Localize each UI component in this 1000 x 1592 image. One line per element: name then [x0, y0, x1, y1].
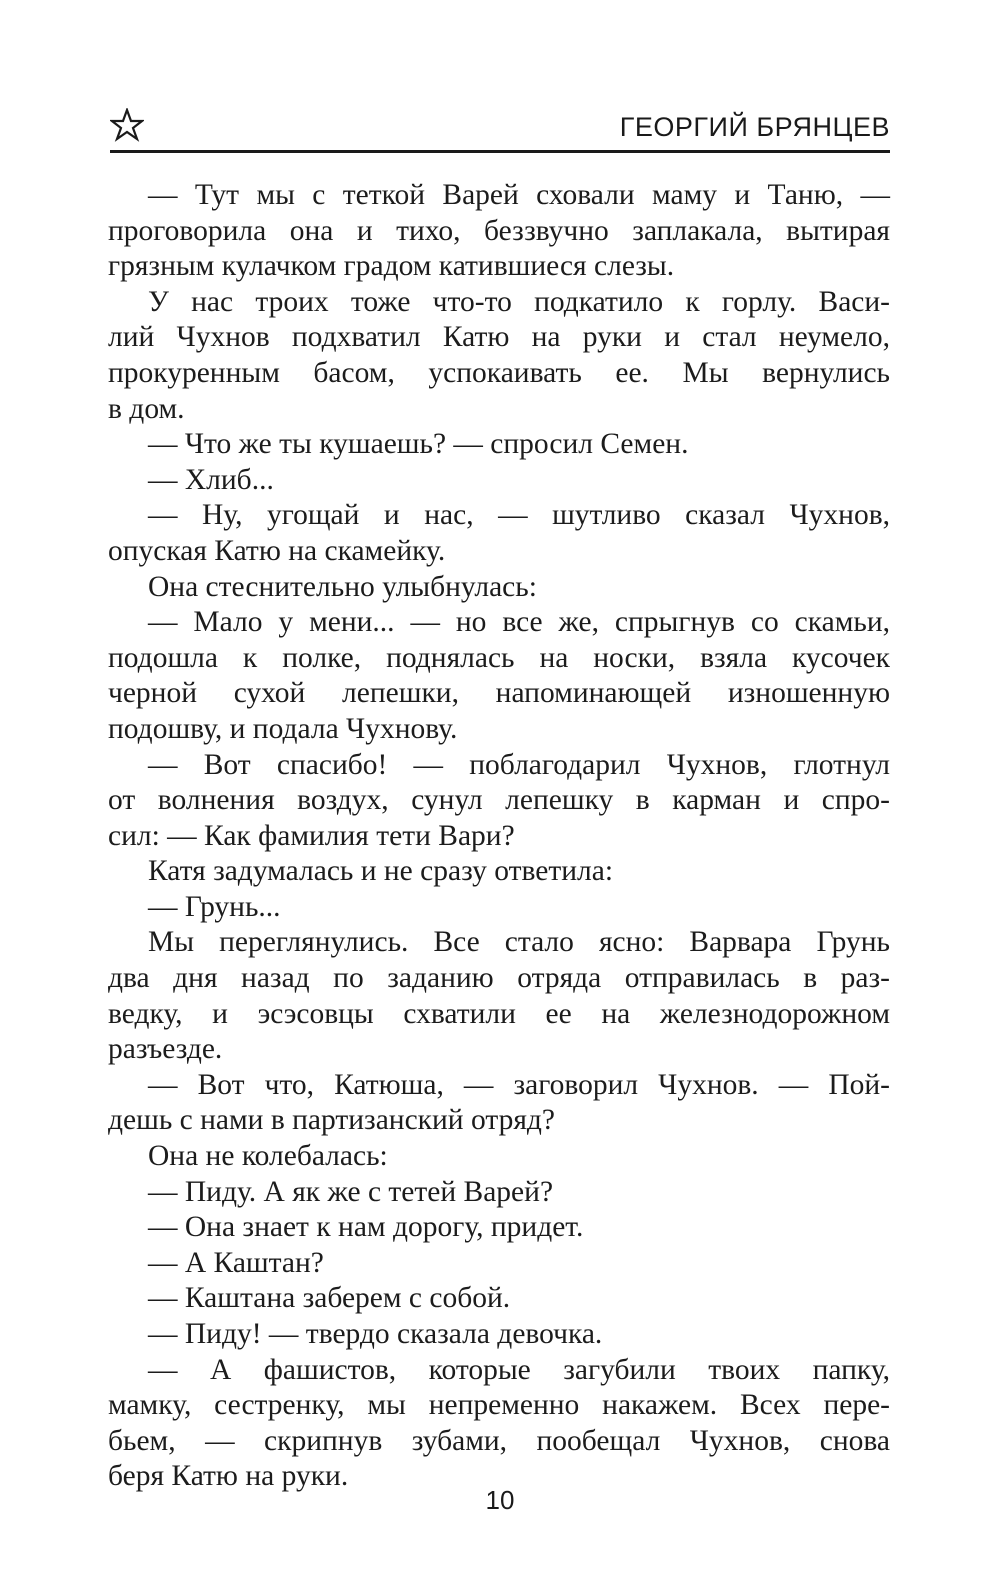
header-divider — [110, 150, 890, 153]
body-text — [108, 178, 890, 1495]
text-line: грязным кулачком градом катившиеся слезы. — [108, 250, 675, 283]
text-line: — А Каштан? — [148, 1246, 324, 1279]
text-line: Она стеснительно улыбнулась: — [148, 570, 537, 603]
text-line: Она не колебалась: — [148, 1140, 388, 1173]
author-name: ГЕОРГИЙ БРЯНЦЕВ — [619, 112, 890, 142]
text-line: два дня назад по заданию отряда отправилась в раз- — [108, 962, 890, 995]
text-line: — Пиду. А як же с тетей Варей? — [148, 1175, 554, 1208]
star-icon — [110, 108, 144, 142]
text-line: — Каштана заберем с собой. — [148, 1282, 511, 1315]
running-header — [110, 104, 890, 150]
text-line: Мы переглянулись. Все стало ясно: Варвара Грунь — [148, 926, 890, 959]
text-line: — Грунь... — [148, 890, 281, 923]
text-line: лий Чухнов подхватил Катю на руки и стал неумело, — [108, 321, 890, 354]
text-line: — Вот что, Катюша, — заговорил Чухнов. — Пой- — [148, 1068, 890, 1101]
text-line: сил: — Как фамилия тети Вари? — [108, 819, 515, 852]
text-line: дешь с нами в партизанский отряд? — [108, 1104, 555, 1137]
text-line: — Ну, угощай и нас, — шутливо сказал Чухнов, — [148, 499, 890, 532]
text-line: проговорила она и тихо, беззвучно заплакала, вытирая — [108, 214, 890, 247]
text-line: подошла к полке, поднялась на носки, взяла кусочек — [108, 641, 890, 674]
text-line: Катя задумалась и не сразу ответила: — [148, 855, 614, 888]
text-line: — Мало у мени... — но все же, спрыгнув со скамьи, — [148, 606, 890, 639]
text-line: разъезде. — [108, 1033, 223, 1066]
text-line: У нас троих тоже что-то подкатило к горлу. Васи- — [148, 285, 890, 318]
text-line: — Хлиб... — [148, 463, 274, 496]
text-line: — Пиду! — твердо сказала девочка. — [148, 1318, 603, 1350]
text-line: ведку, и эсэсовцы схватили ее на железнодорожном — [108, 997, 890, 1030]
text-line: опуская Катю на скамейку. — [108, 534, 446, 567]
text-line: мамку, сестренку, мы непременно накажем. Всех пере- — [108, 1389, 890, 1422]
text-line: беря Катю на руки. — [108, 1460, 349, 1493]
text-line: прокуренным басом, успокаивать ее. Мы вернулись — [108, 356, 890, 389]
text-line: бьем, — скрипнув зубами, пообещал Чухнов, снова — [108, 1424, 890, 1457]
text-line: в дом. — [108, 392, 185, 425]
text-line: — А фашистов, которые загубили твоих папку, — [148, 1353, 890, 1386]
page-number: 10 — [485, 1485, 515, 1515]
text-line: — Она знает к нам дорогу, придет. — [148, 1211, 584, 1244]
text-line: от волнения воздух, сунул лепешку в карман и спро- — [108, 784, 890, 817]
text-line: — Что же ты кушаешь? — спросил Семен. — [148, 428, 689, 461]
text-line: черной сухой лепешки, напоминающей изношенную — [108, 677, 890, 710]
text-line: подошву, и подала Чухнову. — [108, 712, 458, 745]
text-line: — Вот спасибо! — поблагодарил Чухнов, глотнул — [148, 748, 890, 781]
text-line: — Тут мы с теткой Варей сховали маму и Таню, — — [148, 179, 890, 211]
